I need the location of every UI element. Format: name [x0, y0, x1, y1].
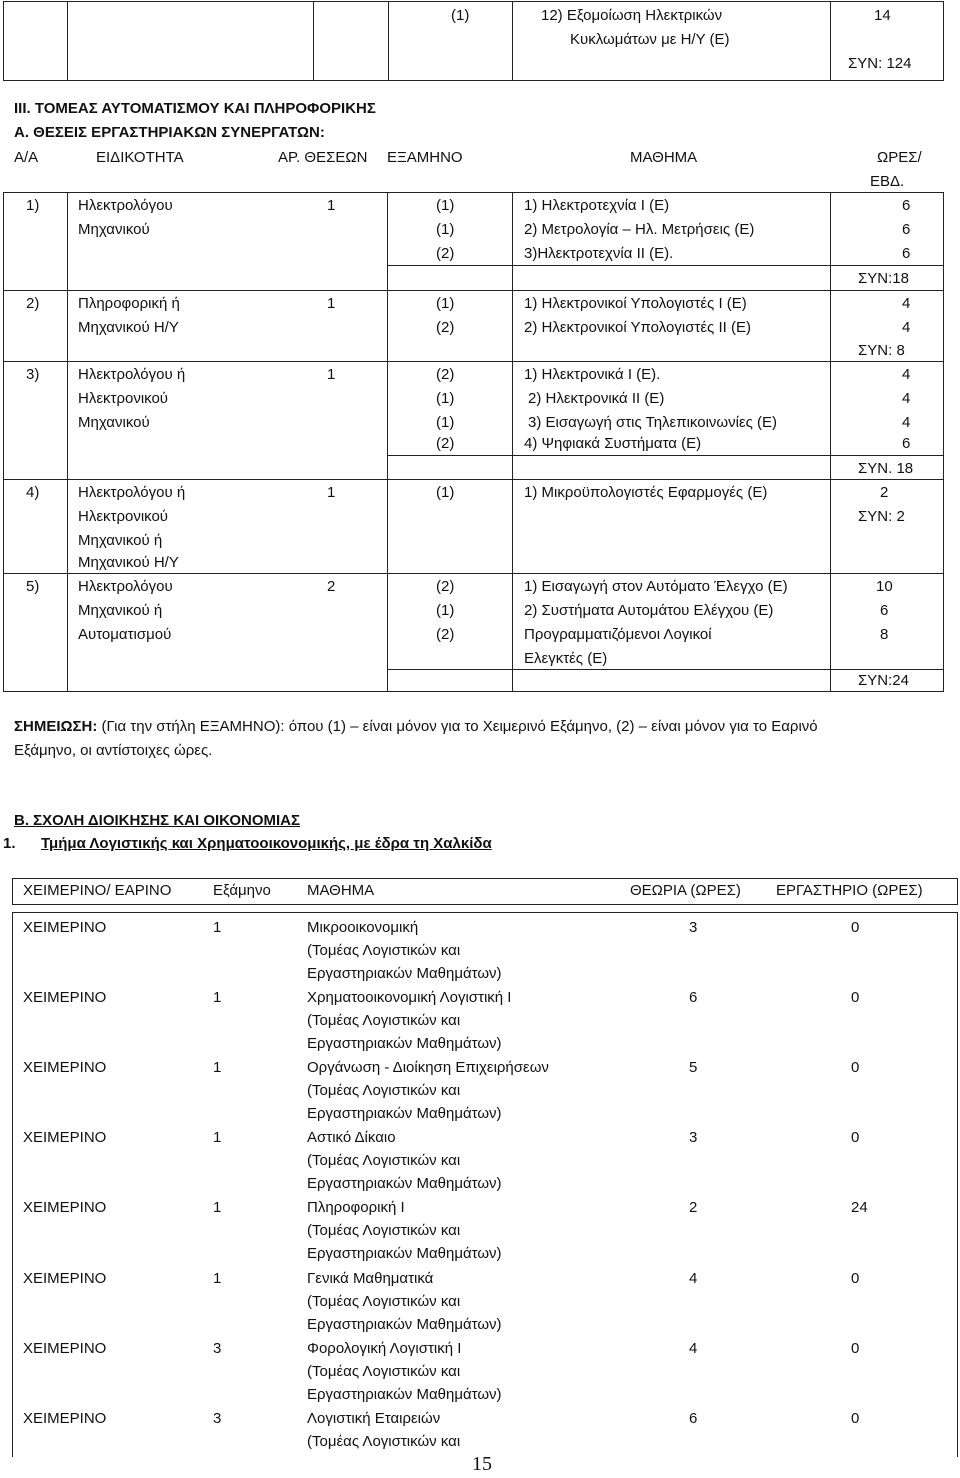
row2-course: Χρηματοοικονομική Λογιστική Ι [307, 989, 512, 1006]
top-row-course-line2: Κυκλωμάτων με Η/Υ (Ε) [570, 31, 730, 48]
group2-row2-sem: (2) [436, 319, 455, 336]
header-course: ΜΑΘΗΜΑ [630, 149, 698, 166]
group5-total: ΣΥΝ:24 [858, 672, 909, 689]
group3-row1-course: 1) Ηλεκτρονικά Ι (Ε). [524, 366, 661, 383]
group2-row1-course: 1) Ηλεκτρονικοί Υπολογιστές Ι (Ε) [524, 295, 747, 312]
row7-sector-line2: Εργαστηριακών Μαθημάτων) [307, 1386, 502, 1403]
group2-spec-line2: Μηχανικού Η/Υ [78, 319, 179, 336]
row8-sector-line1: (Τομέας Λογιστικών και [307, 1433, 461, 1450]
group3-row4-sem: (2) [436, 435, 455, 452]
group5-row1-hours: 10 [876, 578, 893, 595]
row4-season: ΧΕΙΜΕΡΙΝΟ [23, 1129, 107, 1146]
group5-row3-course: Προγραμματιζόμενοι Λογικοί [524, 626, 712, 643]
row6-lab: 0 [851, 1270, 860, 1287]
lower-header-semester: Εξάμηνο [213, 882, 271, 899]
group2-row2-course: 2) Ηλεκτρονικοί Υπολογιστές ΙΙ (Ε) [524, 319, 751, 336]
row1-course: Μικροοικονομική [307, 919, 419, 936]
row8-theory: 6 [689, 1410, 698, 1427]
row2-theory: 6 [689, 989, 698, 1006]
group1-row1-hours: 6 [902, 197, 911, 214]
row4-sector-line1: (Τομέας Λογιστικών και [307, 1152, 461, 1169]
sectionB-dept: Τμήμα Λογιστικής και Χρηματοοικονομικής, με έδρα τη Χαλκίδα [41, 835, 492, 852]
group4-spec-line3: Μηχανικού ή [78, 532, 163, 549]
top-row-total: ΣΥΝ: 124 [848, 55, 912, 72]
row8-season: ΧΕΙΜΕΡΙΝΟ [23, 1410, 107, 1427]
top-row-hours: 14 [874, 7, 891, 24]
row2-season: ΧΕΙΜΕΡΙΝΟ [23, 989, 107, 1006]
group2-spec-line1: Πληροφορική ή [78, 295, 180, 312]
header-positions: ΑΡ. ΘΕΣΕΩΝ [278, 149, 368, 166]
header-aa: Α/Α [14, 149, 39, 166]
group1-num: 1) [26, 197, 40, 214]
group2-positions: 1 [327, 295, 336, 312]
top-row-course-line1: 12) Εξομοίωση Ηλεκτρικών [541, 7, 723, 24]
group3-total: ΣΥΝ. 18 [858, 460, 914, 477]
group5-row2-course: 2) Συστήματα Αυτομάτου Ελέγχου (Ε) [524, 602, 774, 619]
row6-semester: 1 [213, 1270, 222, 1287]
row7-semester: 3 [213, 1340, 222, 1357]
group3-spec-line2: Ηλεκτρονικού [78, 390, 169, 407]
group1-row2-course: 2) Μετρολογία – Ηλ. Μετρήσεις (Ε) [524, 221, 755, 238]
group1-total: ΣΥΝ:18 [858, 270, 909, 287]
group3-row2-hours: 4 [902, 390, 911, 407]
row6-season: ΧΕΙΜΕΡΙΝΟ [23, 1270, 107, 1287]
group3-spec-line3: Μηχανικού [78, 414, 150, 431]
group5-positions: 2 [327, 578, 336, 595]
row2-lab: 0 [851, 989, 860, 1006]
note-label: ΣΗΜΕΙΩΣΗ: [14, 718, 98, 735]
row5-semester: 1 [213, 1199, 222, 1216]
group1-spec-line2: Μηχανικού [78, 221, 150, 238]
row5-season: ΧΕΙΜΕΡΙΝΟ [23, 1199, 107, 1216]
group3-row1-hours: 4 [902, 366, 911, 383]
top-row-semester: (1) [451, 7, 470, 24]
row2-sector-line1: (Τομέας Λογιστικών και [307, 1012, 461, 1029]
group4-num: 4) [26, 484, 40, 501]
group2-num: 2) [26, 295, 40, 312]
group3-row1-sem: (2) [436, 366, 455, 383]
row3-theory: 5 [689, 1059, 698, 1076]
page-number: 15 [472, 1453, 492, 1475]
lower-header-season: ΧΕΙΜΕΡΙΝΟ/ ΕΑΡΙΝΟ [23, 882, 172, 899]
group1-spec-line1: Ηλεκτρολόγου [78, 197, 173, 214]
group3-num: 3) [26, 366, 40, 383]
row6-sector-line1: (Τομέας Λογιστικών και [307, 1293, 461, 1310]
group5-row3-course-line2: Ελεγκτές (Ε) [524, 650, 608, 667]
group4-spec-line2: Ηλεκτρονικού [78, 508, 169, 525]
group4-spec-line1: Ηλεκτρολόγου ή [78, 484, 186, 501]
row7-theory: 4 [689, 1340, 698, 1357]
lower-header-lab: ΕΡΓΑΣΤΗΡΙΟ (ΩΡΕΣ) [776, 882, 923, 899]
sectionB-dept-num: 1. [3, 835, 16, 852]
group5-num: 5) [26, 578, 40, 595]
row3-sector-line1: (Τομέας Λογιστικών και [307, 1082, 461, 1099]
group3-row4-hours: 6 [902, 435, 911, 452]
group2-row1-hours: 4 [902, 295, 911, 312]
group3-row3-sem: (1) [436, 414, 455, 431]
header-hours-line2: ΕΒΔ. [870, 173, 905, 190]
row7-season: ΧΕΙΜΕΡΙΝΟ [23, 1340, 107, 1357]
group1-row2-hours: 6 [902, 221, 911, 238]
group1-row3-sem: (2) [436, 245, 455, 262]
note-line2: Εξάμηνο, οι αντίστοιχες ώρες. [14, 742, 213, 759]
group5-spec-line2: Μηχανικού ή [78, 602, 163, 619]
row5-sector-line2: Εργαστηριακών Μαθημάτων) [307, 1245, 502, 1262]
row8-lab: 0 [851, 1410, 860, 1427]
group3-positions: 1 [327, 366, 336, 383]
row3-season: ΧΕΙΜΕΡΙΝΟ [23, 1059, 107, 1076]
note [14, 719, 818, 734]
group5-row3-sem: (2) [436, 626, 455, 643]
group1-row3-hours: 6 [902, 245, 911, 262]
group5-row2-hours: 6 [880, 602, 889, 619]
group4-row1-hours: 2 [880, 484, 889, 501]
row5-lab: 24 [851, 1199, 868, 1216]
group1-positions: 1 [327, 197, 336, 214]
group3-row2-sem: (1) [436, 390, 455, 407]
group1-row2-sem: (1) [436, 221, 455, 238]
row3-sector-line2: Εργαστηριακών Μαθημάτων) [307, 1105, 502, 1122]
header-specialty: ΕΙΔΙΚΟΤΗΤΑ [96, 149, 184, 166]
group4-positions: 1 [327, 484, 336, 501]
row6-sector-line2: Εργαστηριακών Μαθημάτων) [307, 1316, 502, 1333]
section3-subtitle: Α. ΘΕΣΕΙΣ ΕΡΓΑΣΤΗΡΙΑΚΩΝ ΣΥΝΕΡΓΑΤΩΝ: [14, 124, 325, 141]
row1-sector-line2: Εργαστηριακών Μαθημάτων) [307, 965, 502, 982]
group4-spec-line4: Μηχανικού Η/Υ [78, 554, 179, 571]
group5-row3-hours: 8 [880, 626, 889, 643]
group3-spec-line1: Ηλεκτρολόγου ή [78, 366, 186, 383]
group5-row2-sem: (1) [436, 602, 455, 619]
row4-semester: 1 [213, 1129, 222, 1146]
row4-course: Αστικό Δίκαιο [307, 1129, 396, 1146]
row1-theory: 3 [689, 919, 698, 936]
row4-theory: 3 [689, 1129, 698, 1146]
row3-lab: 0 [851, 1059, 860, 1076]
group5-row1-course: 1) Εισαγωγή στον Αυτόματο Έλεγχο (Ε) [524, 578, 788, 595]
row8-course: Λογιστική Εταιρειών [307, 1410, 441, 1427]
row2-semester: 1 [213, 989, 222, 1006]
sectionB-title: Β. ΣΧΟΛΗ ΔΙΟΙΚΗΣΗΣ ΚΑΙ ΟΙΚΟΝΟΜΙΑΣ [14, 812, 300, 829]
row5-sector-line1: (Τομέας Λογιστικών και [307, 1222, 461, 1239]
row4-lab: 0 [851, 1129, 860, 1146]
row7-sector-line1: (Τομέας Λογιστικών και [307, 1363, 461, 1380]
row3-semester: 1 [213, 1059, 222, 1076]
group4-row1-course: 1) Μικροϋπολογιστές Εφαρμογές (Ε) [524, 484, 768, 501]
row5-theory: 2 [689, 1199, 698, 1216]
header-hours-line1: ΩΡΕΣ/ [877, 149, 922, 166]
row1-season: ΧΕΙΜΕΡΙΝΟ [23, 919, 107, 936]
group4-row1-sem: (1) [436, 484, 455, 501]
group3-row3-hours: 4 [902, 414, 911, 431]
note-line1: (Για την στήλη ΕΞΑΜΗΝΟ): όπου (1) – είναι μόνον για το Χειμερινό Εξάμηνο, (2) – είναι μόνον για το Εαρινό [97, 718, 818, 735]
row4-sector-line2: Εργαστηριακών Μαθημάτων) [307, 1175, 502, 1192]
group3-row3-course: 3) Εισαγωγή στις Τηλεπικοινωνίες (Ε) [528, 414, 778, 431]
group1-row1-course: 1) Ηλεκτροτεχνία Ι (Ε) [524, 197, 670, 214]
lower-header-course: ΜΑΘΗΜΑ [307, 882, 375, 899]
row2-sector-line2: Εργαστηριακών Μαθημάτων) [307, 1035, 502, 1052]
group5-spec-line1: Ηλεκτρολόγου [78, 578, 173, 595]
row7-course: Φορολογική Λογιστική Ι [307, 1340, 462, 1357]
row6-course: Γενικά Μαθηματικά [307, 1270, 434, 1287]
row1-sector-line1: (Τομέας Λογιστικών και [307, 942, 461, 959]
row6-theory: 4 [689, 1270, 698, 1287]
lower-header-theory: ΘΕΩΡΙΑ (ΩΡΕΣ) [630, 882, 741, 899]
row1-semester: 1 [213, 919, 222, 936]
row8-semester: 3 [213, 1410, 222, 1427]
header-semester: ΕΞΑΜΗΝΟ [387, 149, 463, 166]
group3-row2-course: 2) Ηλεκτρονικά ΙΙ (Ε) [528, 390, 665, 407]
group5-spec-line3: Αυτοματισμού [78, 626, 172, 643]
group2-row1-sem: (1) [436, 295, 455, 312]
section3-title: ΙΙΙ. ΤΟΜΕΑΣ ΑΥΤΟΜΑΤΙΣΜΟΥ ΚΑΙ ΠΛΗΡΟΦΟΡΙΚΗΣ [14, 100, 376, 117]
group2-total: ΣΥΝ: 8 [858, 342, 905, 359]
group3-row4-course: 4) Ψηφιακά Συστήματα (Ε) [524, 435, 702, 452]
group1-row1-sem: (1) [436, 197, 455, 214]
row5-course: Πληροφορική Ι [307, 1199, 405, 1216]
row7-lab: 0 [851, 1340, 860, 1357]
row1-lab: 0 [851, 919, 860, 936]
group5-row1-sem: (2) [436, 578, 455, 595]
row3-course: Οργάνωση - Διοίκηση Επιχειρήσεων [307, 1059, 549, 1076]
group1-row3-course: 3)Ηλεκτροτεχνία ΙΙ (Ε). [524, 245, 674, 262]
group2-row2-hours: 4 [902, 319, 911, 336]
group4-total: ΣΥΝ: 2 [858, 508, 905, 525]
